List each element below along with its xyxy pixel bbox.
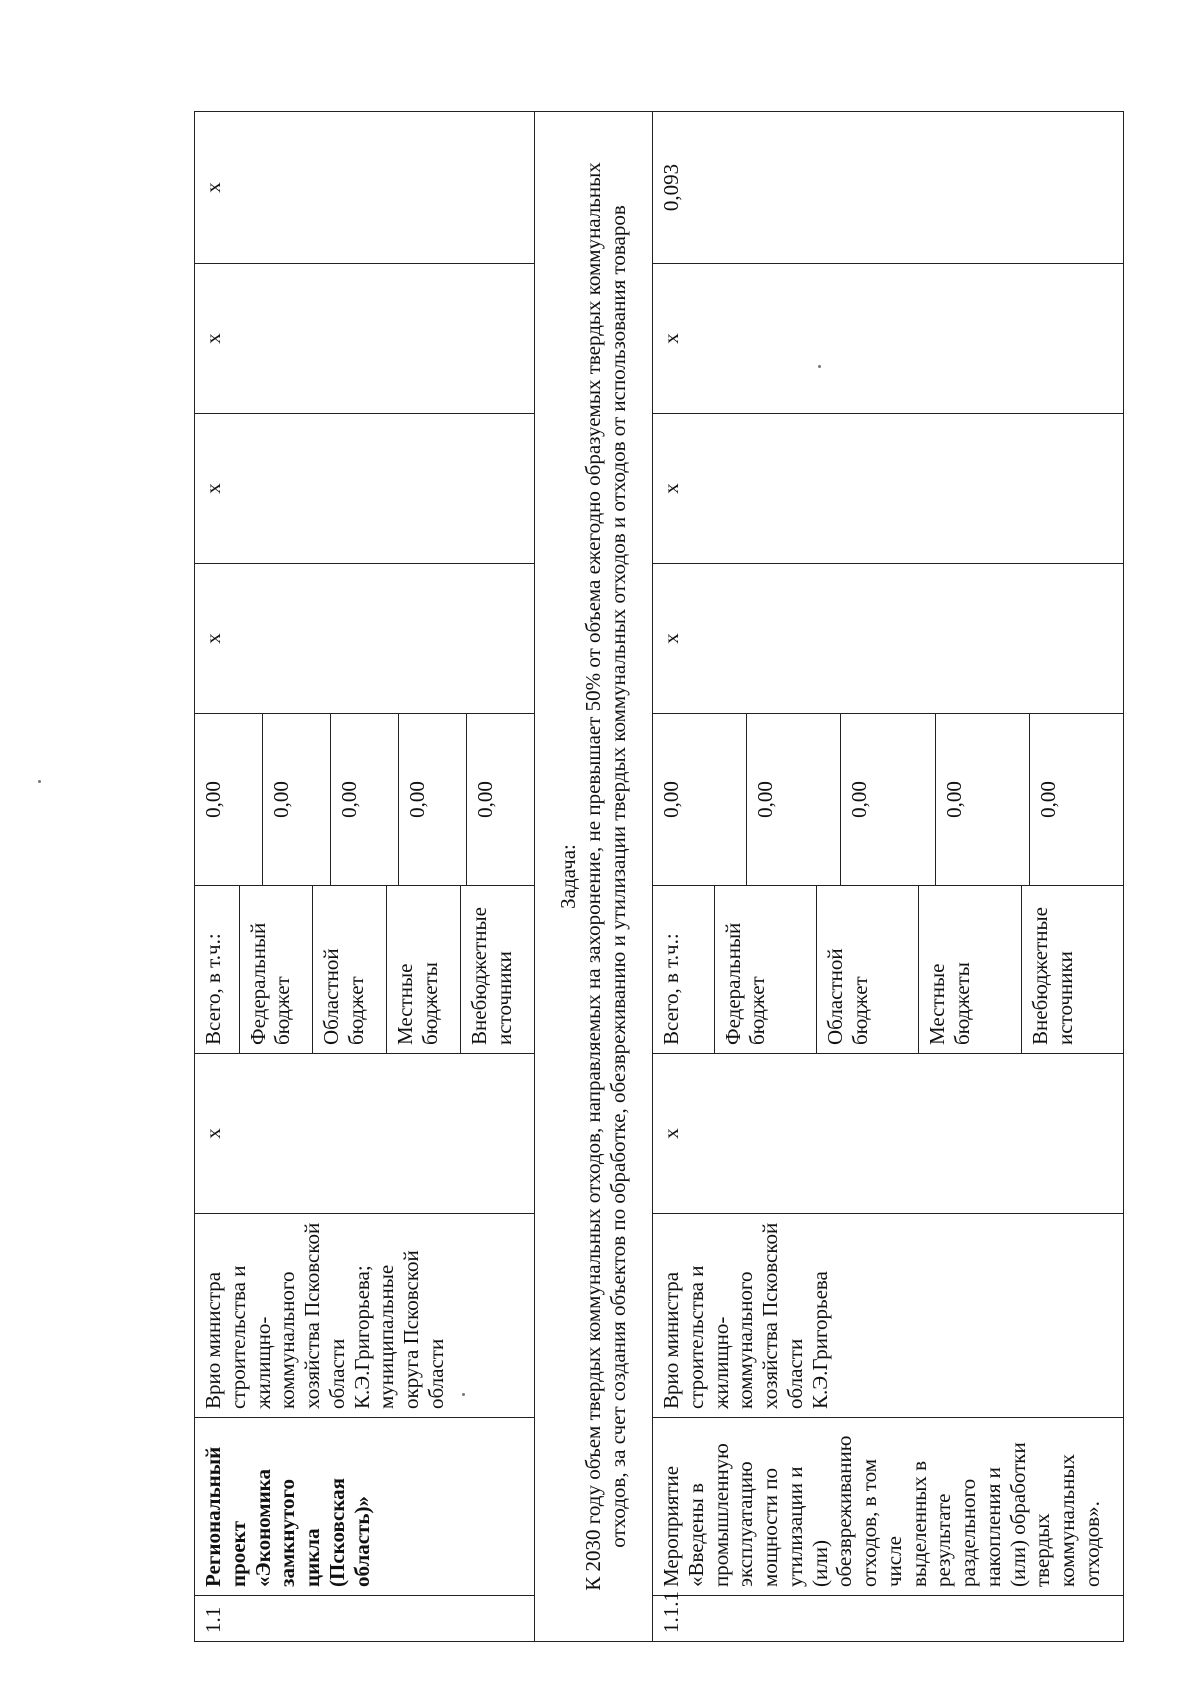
row-number: 1.1	[195, 1596, 535, 1642]
source-local: Местные бюджеты	[919, 886, 1021, 1053]
source-extrabudget: Внебюджетные источники	[1027, 907, 1077, 1045]
scan-speck	[818, 365, 821, 368]
amount-extrabudget: 0,00	[473, 781, 498, 818]
funding-amounts	[195, 714, 535, 886]
cell-x: x	[195, 1054, 535, 1214]
amount-federal: 0,00	[262, 714, 330, 885]
cell-x: x	[653, 1054, 1124, 1214]
activity-name: Мероприятие «Введены в промышленную эксплуатацию мощности по утилизации и (или) обезвреживанию отходов, в том числе выделенных в результате раздельного накопления и (или) обработки твердых коммунальных отходов».	[653, 1418, 1124, 1596]
scan-speck	[462, 1393, 465, 1396]
source-total: Всего, в т.ч.:	[653, 886, 714, 1053]
task-title: Задача:	[555, 844, 580, 909]
funding-sources	[195, 886, 535, 1054]
source-federal: Федеральный бюджет	[239, 886, 313, 1053]
task-cell	[535, 112, 653, 1642]
responsible-executor: Врио министра строительства и жилищно-коммунального хозяйства Псковской области К.Э.Григорьева; муниципальные округа Псковской области	[195, 1214, 535, 1418]
source-regional: Областной бюджет	[313, 886, 387, 1053]
rotated-document-table	[194, 112, 1124, 1642]
source-regional: Областной бюджет	[816, 886, 918, 1053]
indicator-value: 0,093	[653, 112, 1124, 264]
cell-x: x	[195, 112, 535, 264]
cell-x: x	[653, 564, 1124, 714]
cell-x: x	[195, 414, 535, 564]
source-extrabudget: Внебюджетные источники	[467, 907, 516, 1045]
cell-x: x	[653, 414, 1124, 564]
source-total: Всего, в т.ч.:	[195, 886, 239, 1053]
project-name-text: Региональный проект «Экономика замкнутого цикла (Псковская область)»	[201, 1446, 374, 1587]
amount-total: 0,00	[195, 714, 262, 885]
source-local: Местные бюджеты	[387, 886, 461, 1053]
project-name	[195, 1418, 535, 1596]
cell-x: x	[195, 564, 535, 714]
cell-x: x	[653, 264, 1124, 414]
task-row	[535, 112, 653, 1642]
amount-local: 0,00	[399, 714, 467, 885]
amount-extrabudget: 0,00	[1036, 781, 1061, 818]
responsible-executor: Врио министра строительства и жилищно-коммунального хозяйства Псковской области К.Э.Григорьева	[653, 1214, 1124, 1418]
row-number: 1.1.1	[653, 1596, 1124, 1642]
scan-speck	[38, 780, 41, 783]
amount-local: 0,00	[935, 714, 1030, 885]
source-federal: Федеральный бюджет	[714, 886, 816, 1053]
program-table	[194, 111, 1124, 1642]
table-row	[653, 112, 1124, 1642]
amount-regional: 0,00	[841, 714, 936, 885]
table-row	[195, 112, 535, 1642]
funding-amounts	[653, 714, 1124, 886]
funding-sources	[653, 886, 1124, 1054]
cell-x: x	[195, 264, 535, 414]
task-text: К 2030 году объем твердых коммунальных отходов, направляемых на захоронение, не превышает 50% от объема ежегодно образуемых твердых коммунальных отходов, за счет создания объектов по обработке, обезвреживанию и утилизации твердых коммунальных отходов и отходов от использования товаров	[580, 162, 631, 1591]
amount-regional: 0,00	[330, 714, 398, 885]
amount-total: 0,00	[653, 714, 746, 885]
amount-federal: 0,00	[746, 714, 841, 885]
